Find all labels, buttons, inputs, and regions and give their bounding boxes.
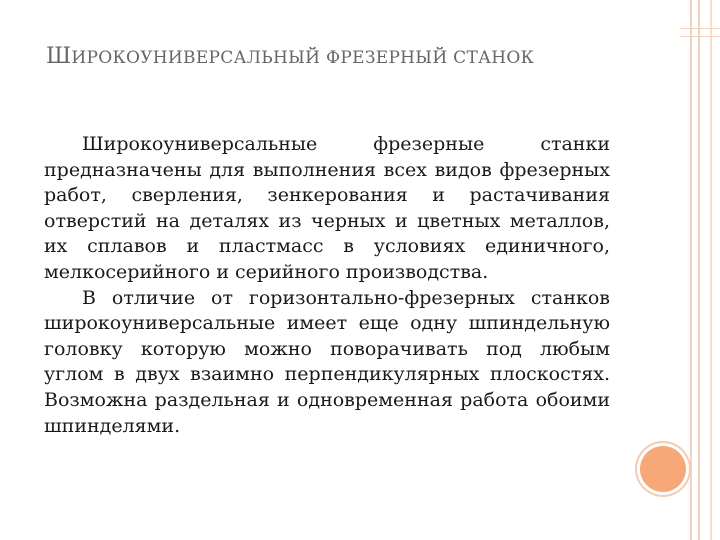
decorative-vertical-line (710, 0, 712, 540)
decorative-vertical-line (698, 0, 700, 540)
decorative-circle (640, 446, 686, 492)
decorative-horizontal-line (680, 36, 720, 37)
body-paragraph-1: Широкоуниверсальные фрезерные станки предназначены для выполнения всех видов фрезерных работ, сверления, зенкерования и растачивания отверстий на деталях из черных и цветных металлов, их сплавов и пластмасс в условиях единичного, мелкосерийного и серийного производства. (44, 133, 610, 283)
slide-title (46, 38, 606, 77)
decorative-vertical-line (690, 0, 692, 540)
slide-body (44, 132, 610, 439)
body-paragraph-2: В отличие от горизонтально-фрезерных станков широкоуниверсальные имеет еще одну шпиндельную головку которую можно поворачивать под любым углом в двух взаимно перпендикулярных плоскостях. Возможна раздельная и одновременная работа обоими шпинделями. (44, 286, 610, 437)
title-rest: ИРОКОУНИВЕРСАЛЬНЫЙ ФРЕЗЕРНЫЙ СТАНОК (71, 48, 535, 68)
title-first-letter: Ш (46, 44, 72, 69)
decorative-horizontal-line (680, 28, 720, 29)
